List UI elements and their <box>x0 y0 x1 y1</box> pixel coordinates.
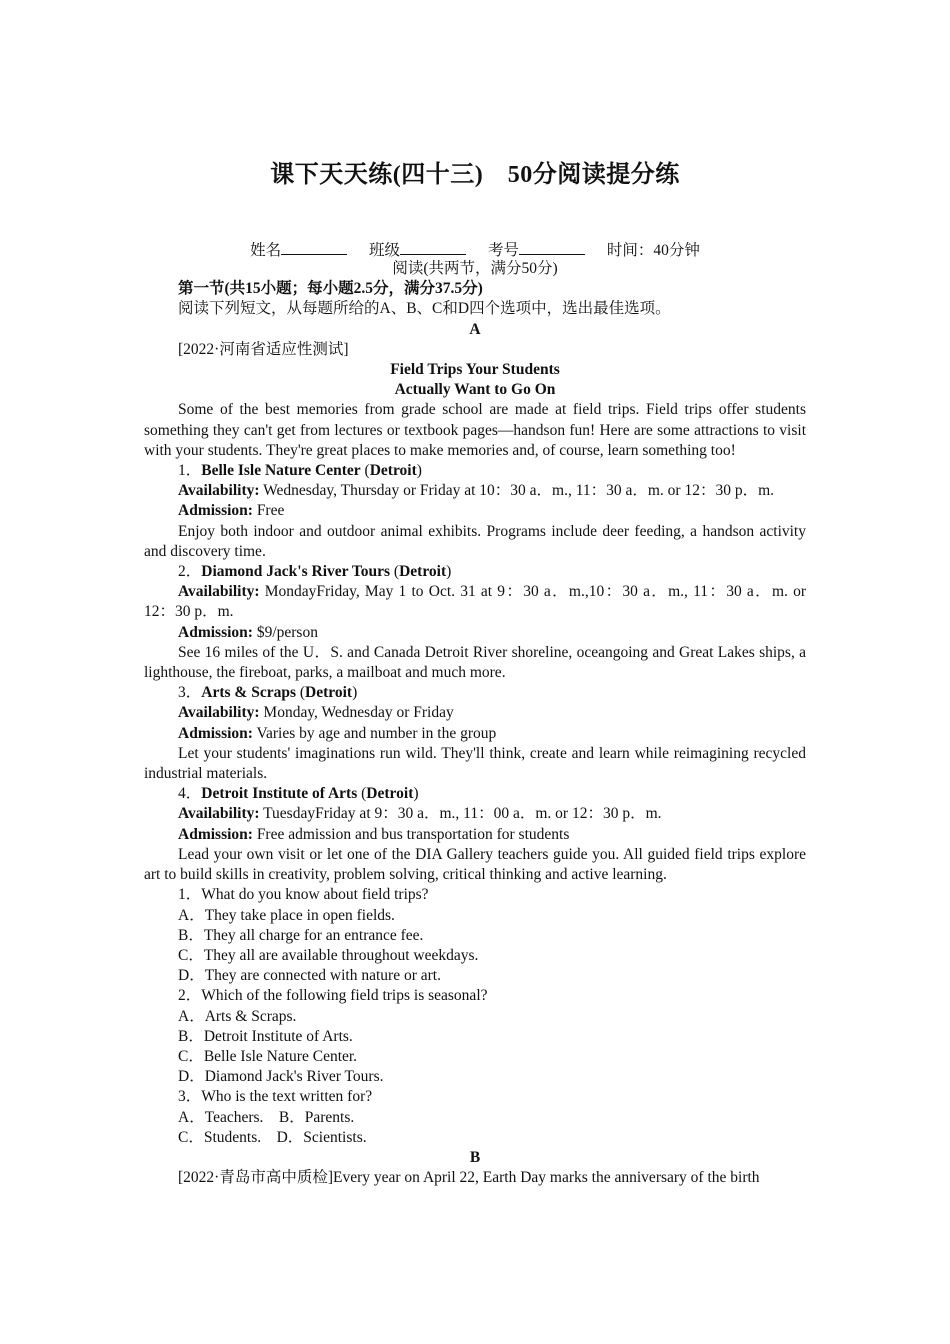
exam-no-field[interactable] <box>519 240 585 255</box>
document-body <box>144 259 806 1188</box>
class-field[interactable] <box>400 240 466 255</box>
attraction-description: Lead your own visit or let one of the DIA Gallery teachers guide you. All guided field trips explore art to build skills in creativity, problem solving, critical thinking and active learning. <box>144 845 806 884</box>
answer-option[interactable]: A．They take place in open fields. <box>178 906 395 924</box>
passage-a-intro: Some of the best memories from grade school are made at field trips. Field trips offer students something they can't get from lectures or textbook pages—handson fun! Here are some attractions to visit with your students. They're great places to make memories and, of course, learn something too! <box>144 401 806 459</box>
attraction-heading: 2．Diamond Jack's River Tours (Detroit) <box>178 563 452 581</box>
answer-option[interactable]: A．Teachers. B．Parents. <box>178 1108 355 1126</box>
answer-option[interactable]: B．They all charge for an entrance fee. <box>178 926 424 944</box>
attraction-heading: 3．Arts & Scraps (Detroit) <box>178 684 358 702</box>
passage-letter-a: A <box>469 320 481 338</box>
question-stem: 2．Which of the following field trips is seasonal? <box>178 987 488 1005</box>
question-stem: 3．Who is the text written for? <box>178 1088 373 1106</box>
attraction-description: Enjoy both indoor and outdoor animal exhibits. Programs include deer feeding, a handson activity and discovery time. <box>144 522 806 560</box>
student-info-line <box>144 238 806 260</box>
answer-option[interactable]: B．Detroit Institute of Arts. <box>178 1027 353 1045</box>
name-label: 姓名 <box>250 242 282 259</box>
passage-a-source: [2022·河南省适应性测试] <box>178 340 349 358</box>
attraction-admission: Admission: Free admission and bus transportation for students <box>178 825 570 843</box>
passage-a-title-line1: Field Trips Your Students <box>390 361 560 379</box>
attraction-heading: 4．Detroit Institute of Arts (Detroit) <box>178 785 419 803</box>
answer-option[interactable]: C．Belle Isle Nature Center. <box>178 1047 358 1065</box>
answer-option[interactable]: C．Students. D．Scientists. <box>178 1128 367 1146</box>
section-instruction: 阅读下列短文，从每题所给的A、B、C和D四个选项中，选出最佳选项。 <box>178 300 671 318</box>
exam-no-label: 考号 <box>487 242 519 259</box>
attraction-heading: 1．Belle Isle Nature Center (Detroit) <box>178 462 422 480</box>
attraction-availability: Availability: Wednesday, Thursday or Friday at 10：30 a．m., 11：30 a．m. or 12：30 p．m. <box>178 482 775 500</box>
attraction-description: See 16 miles of the U．S. and Canada Detroit River shoreline, oceangoing and Great Lakes ships, a lighthouse, the fireboat, parks, a mailboat and much more. <box>144 643 806 682</box>
answer-option[interactable]: D．They are connected with nature or art. <box>178 967 441 985</box>
passage-b-first-line: [2022·青岛市高中质检]Every year on April 22, Earth Day marks the anniversary of the birth <box>178 1169 760 1187</box>
answer-option[interactable]: A．Arts & Scraps. <box>178 1007 297 1025</box>
answer-option[interactable]: C．They all are available throughout weekdays. <box>178 946 479 964</box>
answer-option[interactable]: D．Diamond Jack's River Tours. <box>178 1068 384 1086</box>
attraction-admission: Admission: $9/person <box>178 623 318 641</box>
reading-info: 阅读(共两节，满分50分) <box>392 260 558 277</box>
page-title: 课下天天练(四十三) 50分阅读提分练 <box>270 162 680 188</box>
section-heading: 第一节(共15小题；每小题2.5分，满分37.5分) <box>178 280 483 298</box>
attraction-availability: Availability: MondayFriday, May 1 to Oct. 31 at 9：30 a．m.,10：30 a．m., 11：30 a．m. or 12：30 p．m. <box>144 583 806 621</box>
question-stem: 1．What do you know about field trips? <box>178 886 429 904</box>
name-field[interactable] <box>281 240 347 255</box>
attraction-availability: Availability: TuesdayFriday at 9：30 a．m., 11：00 a．m. or 12：30 p．m. <box>178 805 662 823</box>
attraction-availability: Availability: Monday, Wednesday or Friday <box>178 704 454 722</box>
attraction-admission: Admission: Free <box>178 502 285 520</box>
attraction-description: Let your students' imaginations run wild. They'll think, create and learn while reimagining recycled industrial materials. <box>144 744 806 783</box>
passage-letter-b: B <box>469 1148 481 1166</box>
passage-a-title-line2: Actually Want to Go On <box>394 381 556 399</box>
class-label: 班级 <box>369 242 401 259</box>
time-label: 时间：40分钟 <box>606 242 700 259</box>
attraction-admission: Admission: Varies by age and number in the group <box>178 724 497 742</box>
